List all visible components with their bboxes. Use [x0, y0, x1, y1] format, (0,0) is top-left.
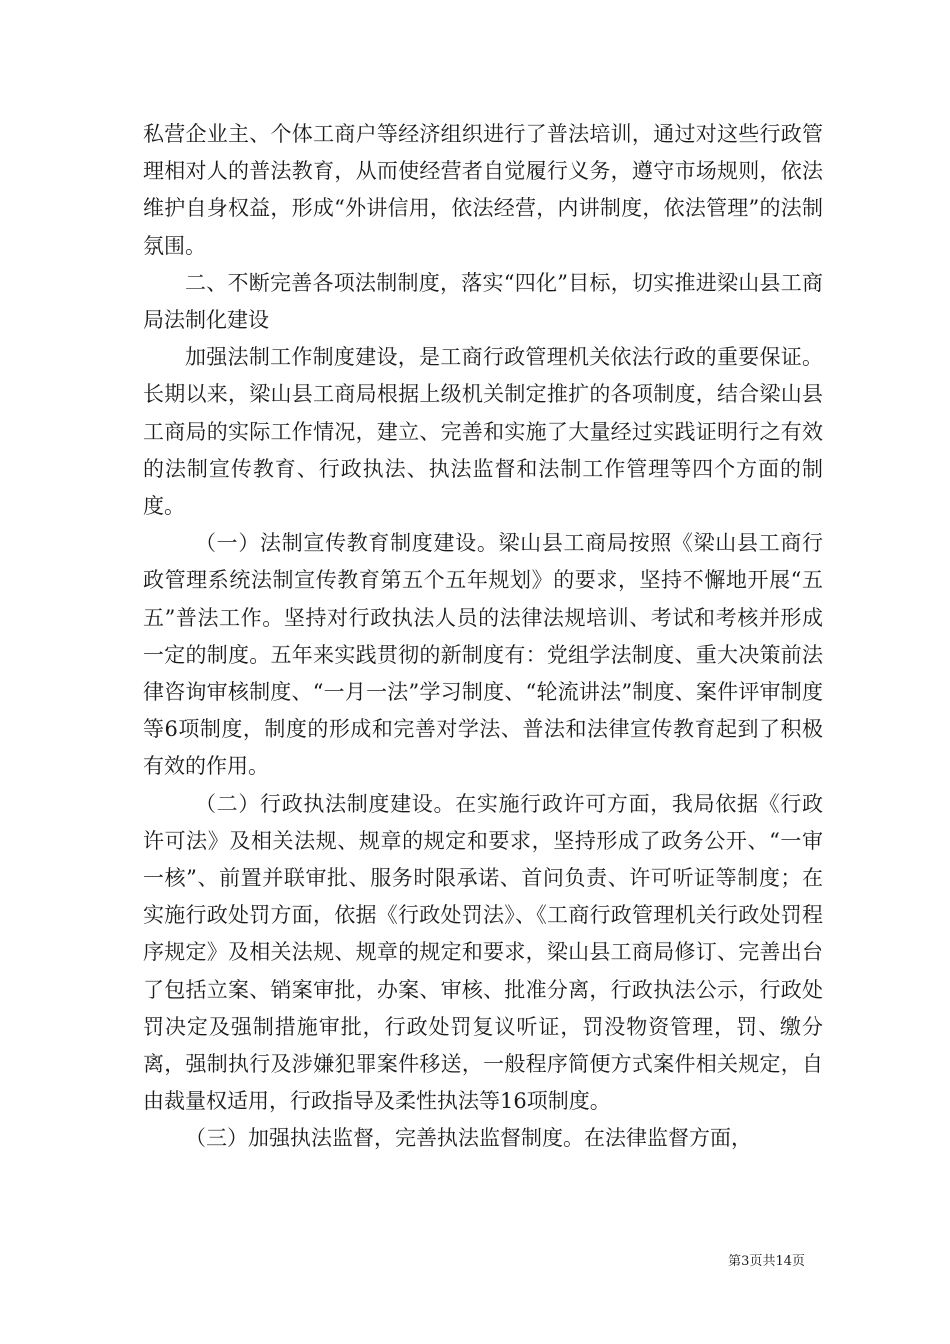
- paragraph-subsection-one: （一）法制宣传教育制度建设。梁山县工商局按照《梁山县工商行政管理系统法制宣传教育第五个五年规划》的要求，坚持不懈地开展“五五”普法工作。坚持对行政执法人员的法律法规培训、考试和考核并形成一定的制度。五年来实践贯彻的新制度有：党组学法制度、重大决策前法律咨询审核制度、“一月一法”学习制度、“轮流讲法”制度、案件评审制度等6项制度，制度的形成和完善对学法、普法和法律宣传教育起到了积极有效的作用。: [143, 531, 823, 779]
- document-body: [143, 116, 823, 1158]
- paragraph-subsection-three: （三）加强执法监督，完善执法监督制度。在法律监督方面，: [185, 1126, 752, 1151]
- section-heading-two: 二、不断完善各项法制制度，落实“四化”目标，切实推进梁山县工商局法制化建设: [143, 270, 823, 333]
- paragraph-intro: 加强法制工作制度建设，是工商行政管理机关依法行政的重要保证。长期以来，梁山县工商局根据上级机关制定推扩的各项制度，结合梁山县工商局的实际工作情况，建立、完善和实施了大量经过实践证明行之有效的法制宣传教育、行政执法、执法监督和法制工作管理等四个方面的制度。: [143, 345, 823, 519]
- paragraph-subsection-two: （二）行政执法制度建设。在实施行政许可方面，我局依据《行政许可法》及相关法规、规章的规定和要求，坚持形成了政务公开、“一审一核”、前置并联审批、服务时限承诺、首问负责、许可听证等制度；在实施行政处罚方面，依据《行政处罚法》、《工商行政管理机关行政处罚程序规定》及相关法规、规章的规定和要求，梁山县工商局修订、完善出台了包括立案、销案审批，办案、审核、批准分离，行政执法公示，行政处罚决定及强制措施审批，行政处罚复议听证，罚没物资管理，罚、缴分离，强制执行及涉嫌犯罪案件移送，一般程序简便方式案件相关规定，自由裁量权适用，行政指导及柔性执法等16项制度。: [143, 791, 823, 1114]
- paragraph-continuation: 私营企业主、个体工商户等经济组织进行了普法培训，通过对这些行政管理相对人的普法教育，从而使经营者自觉履行义务，遵守市场规则，依法维护自身权益，形成“外讲信用，依法经营，内讲制度，依法管理”的法制氛围。: [143, 122, 823, 258]
- page-number-footer: 第3页共14页: [728, 1254, 805, 1269]
